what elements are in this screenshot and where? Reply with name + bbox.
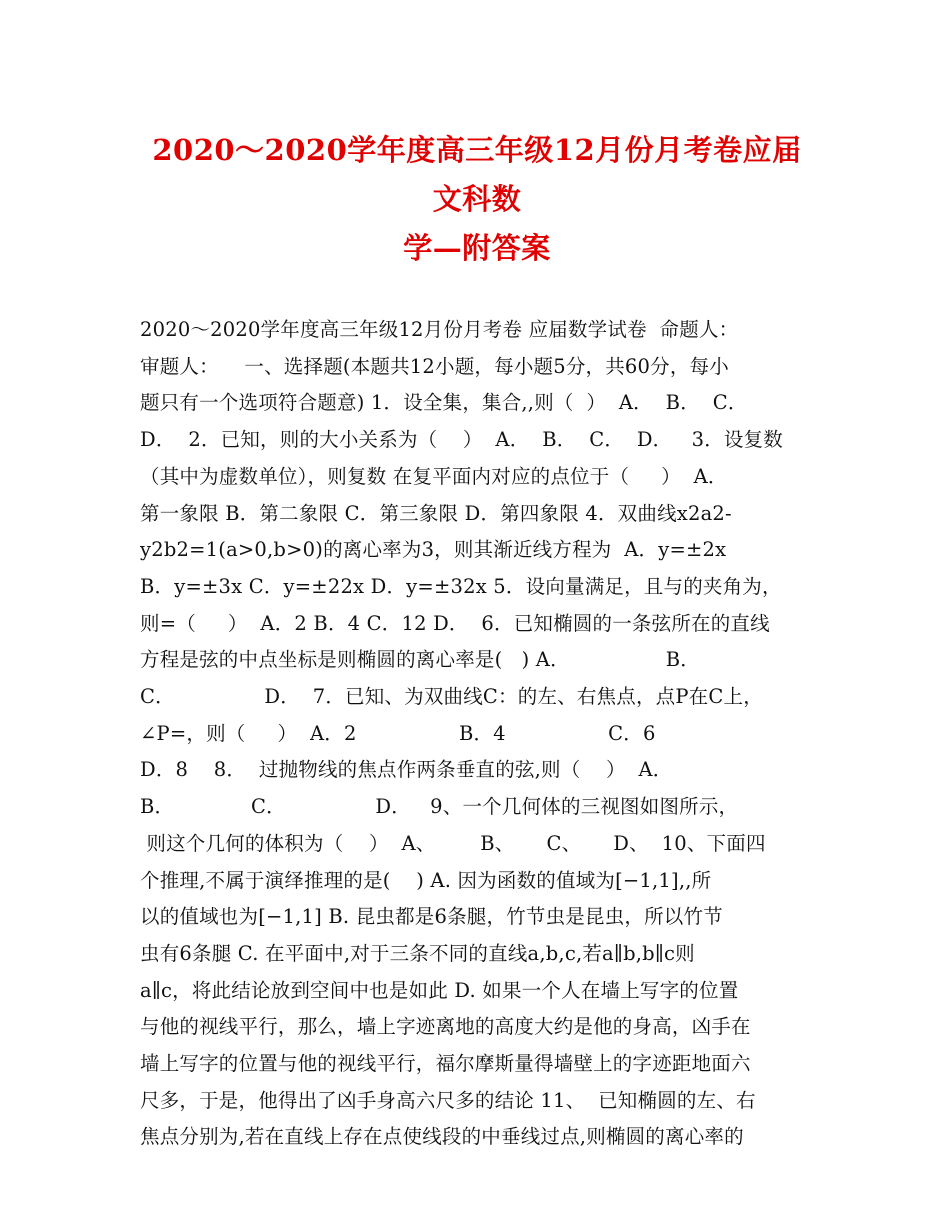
document-body [140, 312, 814, 1156]
body-line: 则=（ ） A．2 B．4 C．12 D． 6．已知椭圆的一条弦所在的直线 [140, 611, 770, 635]
body-line: 与他的视线平行，那么，墙上字迹离地的高度大约是他的身高，凶手在 [140, 1015, 751, 1039]
body-line: D． 2．已知，则的大小关系为（ ） A． B． C． D． 3．设复数 [140, 428, 783, 452]
body-line: 则这个几何的体积为（ ） A、 B、 C、 D、 10、下面四 [140, 831, 766, 855]
body-line: y2b2=1(a>0,b>0)的离心率为3，则其渐近线方程为 A．y=±2x [140, 538, 727, 562]
body-line: （其中为虚数单位），则复数 在复平面内对应的点位于（ ） A． [140, 464, 728, 488]
body-line: 审题人： 一、选择题(本题共12小题，每小题5分，共60分，每小 [140, 354, 729, 378]
body-line: 虫有6条腿 C. 在平面中,对于三条不同的直线a,b,c,若a∥b,b∥c则 [140, 941, 695, 965]
body-line: 2020～2020学年度高三年级12月份月考卷 应届数学试卷 命题人： [140, 318, 739, 341]
body-line: B． C． D． 9、一个几何体的三视图如图所示， [140, 795, 739, 819]
document-title [140, 126, 814, 273]
body-line: 个推理,不属于演绎推理的是( ) A. 因为函数的值域为[−1,1],,所 [140, 868, 712, 892]
title-line: 2020～2020学年度高三年级12月份月考卷应届文科数 [152, 133, 802, 216]
body-line: 焦点分别为,若在直线上存在点使线段的中垂线过点,则椭圆的离心率的 [140, 1125, 744, 1149]
title-line: 学—附答案 [403, 231, 551, 265]
body-line: C． D． 7．已知、为双曲线C：的左、右焦点，点P在C上， [140, 685, 763, 709]
body-line: 以的值域也为[−1,1] B. 昆虫都是6条腿，竹节虫是昆虫，所以竹节 [140, 905, 723, 929]
body-line: 题只有一个选项符合题意) 1．设全集，集合,,则（ ） A． B． C． [140, 391, 748, 415]
body-line: ∠P=，则（ ） A．2 B．4 C．6 [140, 721, 656, 745]
body-line: B．y=±3x C．y=±22x D．y=±32x 5．设向量满足，且与的夹角为， [140, 574, 782, 598]
body-line: 方程是弦的中点坐标是则椭圆的离心率是( ) A． B． [140, 648, 700, 672]
body-line: D．8 8． 过抛物线的焦点作两条垂直的弦,则（ ） A． [140, 758, 673, 782]
body-line: a∥c，将此结论放到空间中也是如此 D. 如果一个人在墙上写字的位置 [140, 978, 739, 1002]
body-line: 第一象限 B．第二象限 C．第三象限 D．第四象限 4．双曲线x2a2- [140, 501, 732, 525]
body-line: 墙上写字的位置与他的视线平行，福尔摩斯量得墙壁上的字迹距地面六 [140, 1052, 751, 1076]
body-line: 尺多，于是，他得出了凶手身高六尺多的结论 11、 已知椭圆的左、右 [140, 1088, 756, 1112]
